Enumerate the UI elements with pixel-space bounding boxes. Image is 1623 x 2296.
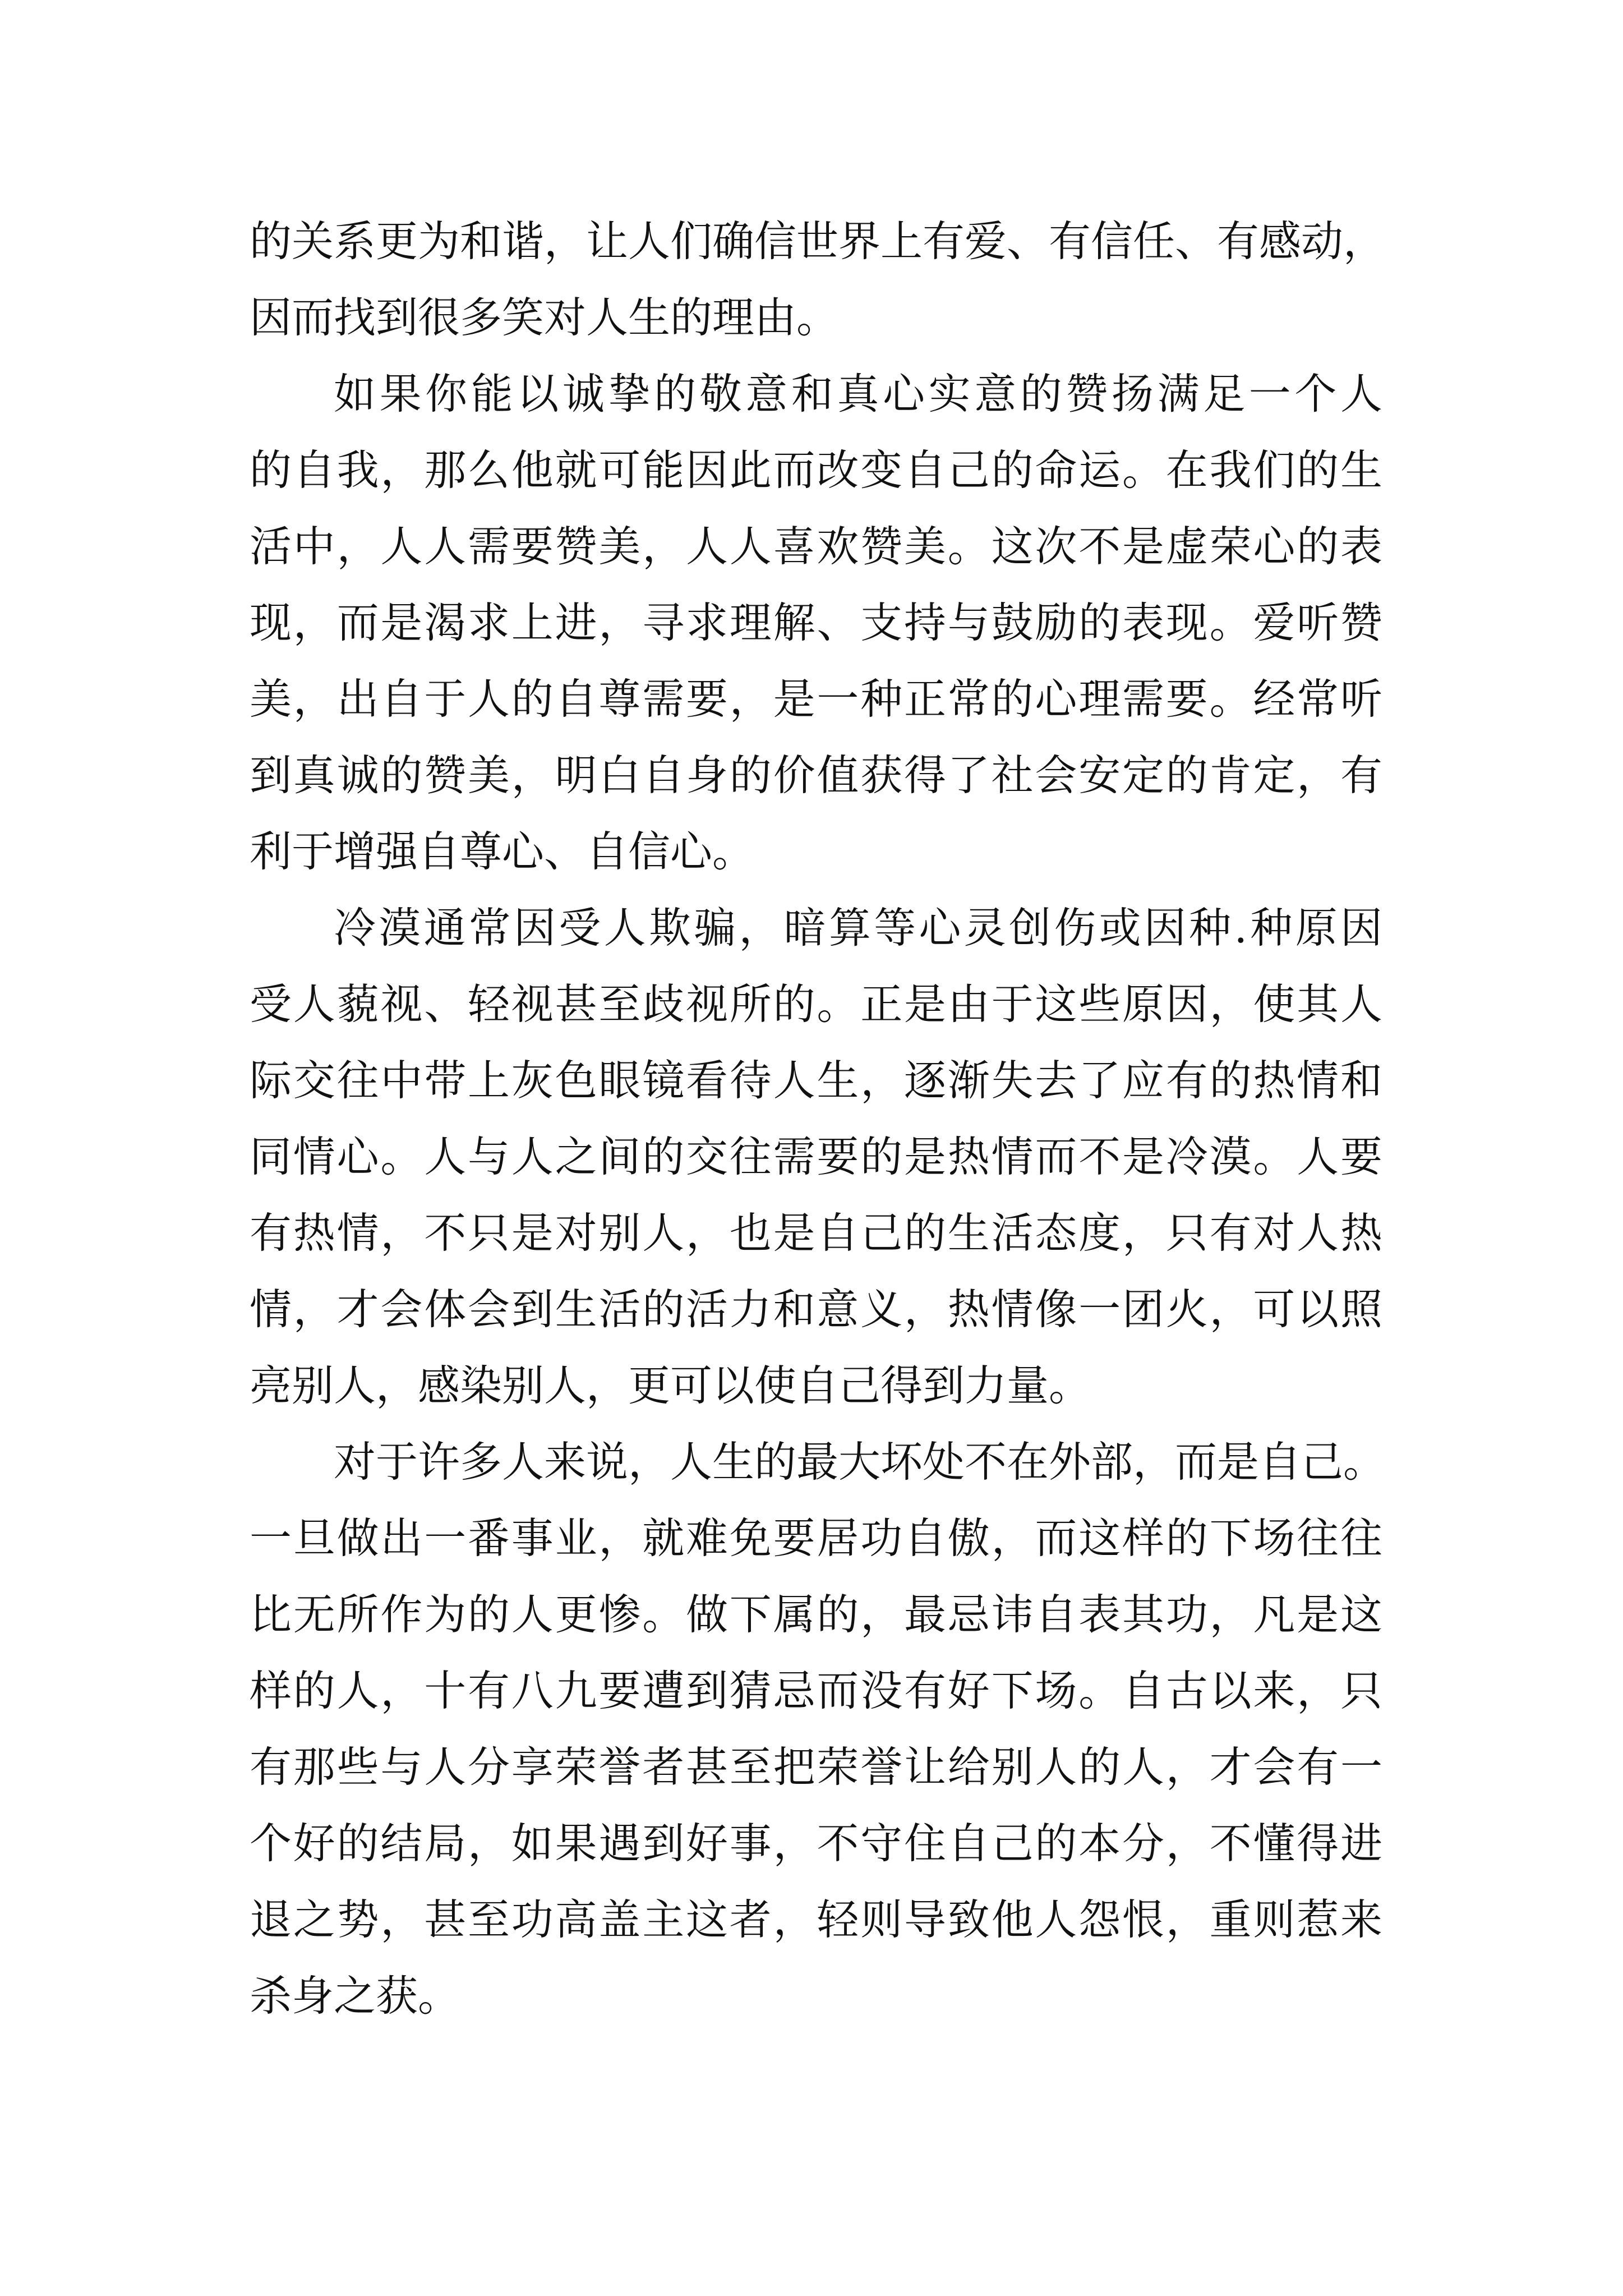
paragraph xyxy=(250,356,1382,890)
text-line: 的自我，那么他就可能因此而改变自己的命运。在我们的生 xyxy=(250,445,1382,495)
paragraph xyxy=(250,890,1382,1424)
text-line: 样的人，十有八九要遭到猜忌而没有好下场。自古以来，只 xyxy=(250,1666,1382,1715)
text-line: 有热情，不只是对别人，也是自己的生活态度，只有对人热 xyxy=(250,1208,1382,1258)
text-line: 活中，人人需要赞美，人人喜欢赞美。这次不是虚荣心的表 xyxy=(250,522,1382,571)
text-line: 有那些与人分享荣誉者甚至把荣誉让给别人的人，才会有一 xyxy=(250,1742,1382,1792)
text-line: 杀身之获。 xyxy=(250,1971,460,2021)
text-line: 亮别人，感染别人，更可以使自己得到力量。 xyxy=(250,1361,1091,1410)
text-line: 际交往中带上灰色眼镜看待人生，逐渐失去了应有的热情和 xyxy=(250,1056,1382,1105)
text-line: 同情心。人与人之间的交往需要的是热情而不是冷漠。人要 xyxy=(250,1132,1382,1181)
text-line: 的关系更为和谐，让人们确信世界上有爱、有信任、有感动， xyxy=(250,217,1386,266)
text-line: 美，出自于人的自尊需要，是一种正常的心理需要。经常听 xyxy=(250,674,1382,724)
body-text xyxy=(250,203,1386,2034)
text-line: 个好的结局，如果遇到好事，不守住自己的本分，不懂得进 xyxy=(250,1819,1382,1868)
text-line: 如果你能以诚挚的敬意和真心实意的赞扬满足一个人 xyxy=(334,369,1382,418)
text-line: 比无所作为的人更惨。做下属的，最忌讳自表其功，凡是这 xyxy=(250,1590,1382,1639)
text-line: 对于许多人来说，人生的最大坏处不在外部，而是自己。 xyxy=(334,1437,1386,1487)
text-line: 因而找到很多笑对人生的理由。 xyxy=(250,293,839,342)
text-line: 受人藐视、轻视甚至歧视所的。正是由于这些原因，使其人 xyxy=(250,979,1382,1029)
text-line: 利于增强自尊心、自信心。 xyxy=(250,827,755,876)
text-line: 情，才会体会到生活的活力和意义，热情像一团火，可以照 xyxy=(250,1285,1382,1334)
text-line: 现，而是渴求上进，寻求理解、支持与鼓励的表现。爱听赞 xyxy=(250,598,1382,647)
paragraph xyxy=(250,1424,1386,2034)
text-line: 退之势，甚至功高盖主这者，轻则导致他人怨恨，重则惹来 xyxy=(250,1895,1382,1944)
text-line: 一旦做出一番事业，就难免要居功自傲，而这样的下场往往 xyxy=(250,1513,1382,1563)
text-line: 到真诚的赞美，明白自身的价值获得了社会安定的肯定，有 xyxy=(250,751,1382,800)
paragraph xyxy=(250,203,1386,356)
text-line: 冷漠通常因受人欺骗，暗算等心灵创伤或因种.种原因 xyxy=(334,903,1382,953)
